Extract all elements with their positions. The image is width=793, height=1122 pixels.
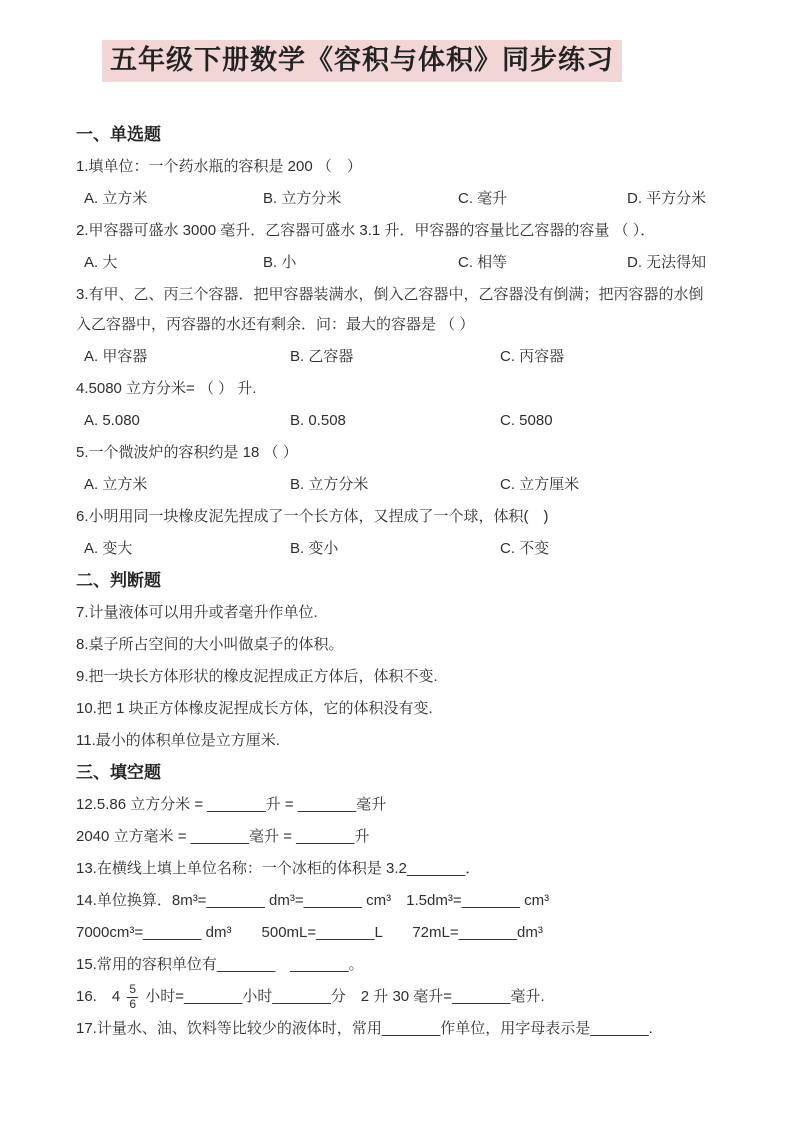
option-a: A. 立方米 (84, 190, 148, 207)
fill-blank-line: 12.5.86 立方分米 = _______升 = _______毫升 (76, 796, 387, 813)
option-b: B. 小 (263, 254, 297, 271)
fill-blank-line: 17.计量水、油、饮料等比较少的液体时，常用_______作单位，用字母表示是_______. (76, 1020, 653, 1037)
question-text: 6.小明用同一块橡皮泥先捏成了一个长方体，又捏成了一个球，体积( ) (76, 508, 549, 525)
section-heading-fill-blank: 三、填空题 (76, 763, 161, 782)
statement-text: 7.计量液体可以用升或者毫升作单位. (76, 604, 318, 621)
option-b: B. 立方分米 (263, 190, 342, 207)
question-text: 4.5080 立方分米= （ ） 升. (76, 380, 257, 397)
fraction (127, 983, 138, 1010)
fraction-numerator: 5 (129, 982, 137, 997)
option-a: A. 立方米 (84, 476, 148, 493)
option-a: A. 大 (84, 254, 118, 271)
option-row (76, 534, 718, 564)
option-row (76, 406, 718, 436)
fill-blank-line: 14.单位换算．8m³=_______ dm³=_______ cm³ 1.5dm³=_______ cm³ (76, 892, 550, 909)
option-b: B. 变小 (290, 540, 339, 557)
option-c: C. 相等 (458, 254, 508, 271)
fraction-prefix: 16. 4 (76, 988, 125, 1005)
option-d: D. 无法得知 (627, 254, 707, 271)
fill-blank-line: 2040 立方毫米 = _______毫升 = _______升 (76, 828, 370, 845)
option-row (76, 248, 718, 278)
fill-blank-line: 15.常用的容积单位有_______ _______。 (76, 956, 364, 973)
option-a: A. 甲容器 (84, 348, 148, 365)
section-heading-judgement: 二、判断题 (76, 571, 161, 590)
option-c: C. 5080 (500, 412, 553, 429)
option-c: C. 毫升 (458, 190, 508, 207)
option-b: B. 乙容器 (290, 348, 354, 365)
fraction-denominator: 6 (129, 996, 137, 1011)
statement-text: 9.把一块长方体形状的橡皮泥捏成正方体后，体积不变. (76, 668, 438, 685)
option-c: C. 立方厘米 (500, 476, 580, 493)
title-row (76, 40, 718, 118)
fraction-suffix: 小时=_______小时_______分 2 升 30 毫升=_______毫升. (141, 988, 545, 1005)
option-d: D. 平方分米 (627, 190, 707, 207)
statement-text: 11.最小的体积单位是立方厘米. (76, 732, 280, 749)
statement-text: 10.把 1 块正方体橡皮泥捏成长方体，它的体积没有变. (76, 700, 433, 717)
doc-title: 五年级下册数学《容积与体积》同步练习 (102, 40, 622, 82)
option-a: A. 变大 (84, 540, 133, 557)
section-heading-single-choice: 一、单选题 (76, 125, 161, 144)
option-row (76, 470, 718, 500)
question-text: 2.甲容器可盛水 3000 毫升．乙容器可盛水 3.1 升．甲容器的容量比乙容器的容量 （ ）． (76, 222, 656, 239)
option-c: C. 丙容器 (500, 348, 565, 365)
option-b: B. 立方分米 (290, 476, 369, 493)
fill-blank-line: 7000cm³=_______ dm³ 500mL=_______L 72mL=_______dm³ (76, 924, 543, 941)
question-text: 3.有甲、乙、丙三个容器．把甲容器装满水，倒入乙容器中，乙容器没有倒满；把丙容器的水倒入乙容器中，丙容器的水还有剩余．问：最大的容器是 （ ） (76, 286, 704, 333)
question-text: 5.一个微波炉的容积约是 18 （ ） (76, 444, 298, 461)
option-a: A. 5.080 (84, 412, 140, 429)
option-b: B. 0.508 (290, 412, 346, 429)
question-text: 1.填单位：一个药水瓶的容积是 200 （ ） (76, 158, 362, 175)
option-row (76, 184, 718, 214)
option-c: C. 不变 (500, 540, 550, 557)
fill-blank-line: 13.在横线上填上单位名称：一个冰柜的体积是 3.2_______． (76, 860, 481, 877)
option-row (76, 342, 718, 372)
statement-text: 8.桌子所占空间的大小叫做桌子的体积。 (76, 636, 344, 653)
fill-blank-line-fraction (76, 982, 718, 1012)
